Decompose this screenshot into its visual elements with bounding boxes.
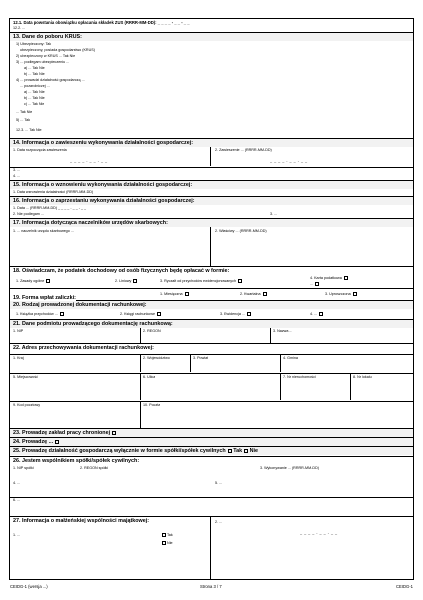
checkbox[interactable]	[46, 279, 50, 283]
s13-line: 1) Ubezpieczony: Tak	[16, 42, 52, 46]
s22-label-9: 9. Kod pocztowy	[13, 403, 41, 407]
s14-label-1: 1. Data rozpoczęcia zawieszenia	[13, 148, 67, 152]
form-frame	[9, 18, 414, 580]
s26-label-6: 6. ...	[13, 498, 21, 502]
checkbox[interactable]	[112, 431, 116, 435]
checkbox[interactable]	[238, 279, 242, 283]
section-20	[10, 301, 413, 320]
section-22	[10, 344, 413, 429]
s22-label-4: 4. Gmina	[283, 356, 298, 360]
checkbox[interactable]	[185, 292, 189, 296]
s13-line: ubezpieczony, posiada gospodarstwo (KRUS)	[20, 48, 95, 52]
section-14	[10, 139, 413, 181]
section-16	[10, 197, 413, 219]
s20-option-1: 1. Książka przychodów ...	[16, 312, 58, 316]
checkbox[interactable]	[315, 282, 319, 286]
s27-date[interactable]: _ _ _ _ - _ _ - _ _	[300, 531, 338, 535]
section-21	[10, 320, 413, 344]
s26-label-5: 5. ...	[215, 481, 223, 485]
s12-line1: 12.1. Data powstania obowiązku opłacania składek ZUS (RRRR-MM-DD): _ _ _ _ - _ _ - _ _	[13, 20, 190, 25]
section-17	[10, 219, 413, 267]
checkbox[interactable]	[162, 533, 166, 537]
s21-label-2: 2. REGON	[143, 329, 161, 333]
section-24-title	[10, 438, 413, 446]
s18-option-4: 4. Karta podatkowa	[310, 276, 342, 280]
section-27-title: 27. Informacja o małżeńskiej wspólności majątkowej:	[10, 517, 413, 525]
checkbox[interactable]	[157, 312, 161, 316]
s25-text: 25. Prowadzę działalność gospodarczą wyłącznie w formie spółki/spółek cywilnych	[13, 448, 226, 454]
checkbox[interactable]	[60, 312, 64, 316]
s23-text: 23. Prowadzę zakład pracy chronionej	[13, 430, 111, 436]
section-19-title: 19. Forma wpłat zaliczki:	[10, 294, 76, 302]
page-footer	[10, 584, 413, 592]
s13-line: b) ... Tak Nie	[24, 96, 45, 100]
checkbox[interactable]	[353, 292, 357, 296]
s12-line2: 12.2. ...	[13, 26, 26, 30]
checkbox[interactable]	[247, 312, 251, 316]
section-13	[10, 33, 413, 139]
s22-label-5: 5. Miejscowość	[13, 375, 39, 379]
s16-label-3: 3. ...	[270, 212, 278, 216]
section-21-title: 21. Dane podmiotu prowadzącego dokumentację rachunkową:	[10, 320, 413, 328]
checkbox[interactable]	[228, 449, 232, 453]
s25-yes-label: Tak	[233, 448, 243, 454]
s17-label-2: 2. Właściwy ... (RRRR-MM-DD)	[215, 229, 267, 233]
section-13-title: 13. Dane do poboru KRUS:	[10, 33, 413, 41]
s18-option-1: 1. Zasady ogólne	[16, 279, 45, 283]
section-17-title: 17. Informacja dotycząca naczelników urzędów skarbowych:	[10, 219, 413, 227]
s15-label-1: 1. Data wznowienia działalności (RRRR-MM-DD)	[13, 190, 94, 194]
checkbox[interactable]	[344, 276, 348, 280]
checkbox[interactable]	[319, 312, 323, 316]
section-18	[10, 267, 413, 289]
footer-right: CEIDG-1	[396, 584, 413, 589]
s22-label-7: 7. Nr nieruchomości	[283, 375, 316, 379]
s13-line: a) ... Tak Nie	[24, 90, 45, 94]
s16-label-1: 1. Data ... (RRRR-MM-DD) _ _ _ _ - _ _ - _ _	[13, 206, 87, 210]
s21-label-3: 3. Nazwa ...	[273, 329, 293, 333]
section-24	[10, 438, 413, 447]
footer-page-number: Strona 3 / 7	[200, 584, 222, 589]
section-18-title: 18. Oświadczam, że podatek dochodowy od osób fizycznych będę opłacać w formie:	[10, 267, 413, 275]
s14-date-2[interactable]: _ _ _ _ - _ _ - _ _	[270, 159, 308, 163]
section-26	[10, 457, 413, 517]
s27-no-label: Nie	[167, 541, 173, 545]
s14-date-1[interactable]: _ _ _ _ - _ _ - _ _	[70, 159, 108, 163]
checkbox[interactable]	[263, 292, 267, 296]
s13-line: 12.3. ... Tak Nie	[16, 128, 42, 132]
section-27	[10, 517, 413, 580]
s18-option-2: 2. Liniowy	[115, 279, 132, 283]
s21-label-1: 1. NIP	[13, 329, 24, 333]
section-23-title	[10, 429, 413, 437]
s27-label-2: 2. ...	[215, 520, 223, 524]
footer-left: CEIDG-1 (wersja ...)	[10, 584, 48, 589]
s20-option-4: 4. ...	[310, 312, 318, 316]
s22-label-1: 1. Kraj	[13, 356, 24, 360]
section-16-title: 16. Informacja o zaprzestaniu wykonywania działalności gospodarczej:	[10, 197, 413, 205]
s14-label-2: 2. Zawieszenie ... (RRRR-MM-DD)	[215, 148, 272, 152]
s26-label-4: 4. ...	[13, 481, 21, 485]
s13-line: 4) ... prowadzi działalność gospodarczą ...	[16, 78, 85, 82]
checkbox[interactable]	[162, 541, 166, 545]
section-15-title: 15. Informacja o wznowieniu wykonywania działalności gospodarczej:	[10, 181, 413, 189]
section-25	[10, 447, 413, 457]
s13-line: 3) ... podlegam ubezpieczeniu ...	[16, 60, 70, 64]
s13-line: ... Tak Nie	[16, 110, 33, 114]
checkbox[interactable]	[133, 279, 137, 283]
section-15	[10, 181, 413, 197]
s13-line: 5) ... Tak	[16, 118, 31, 122]
s24-text: 24. Prowadzę ...	[13, 439, 54, 445]
s17-label-1: 1. ... naczelnik urzędu skarbowego ...	[13, 229, 74, 233]
s16-label-2: 2. Nie podlegam ...	[13, 212, 44, 216]
checkbox[interactable]	[244, 449, 248, 453]
s14-label-4: 4. ...	[13, 174, 21, 178]
section-19	[10, 289, 413, 301]
section-12	[10, 19, 413, 33]
s19-option-1: 1. Miesięczna	[160, 292, 183, 296]
s25-no-label: Nie	[249, 448, 258, 454]
s20-option-2: 2. Księgi rachunkowe	[120, 312, 156, 316]
section-23	[10, 429, 413, 438]
s13-line: ... pozarolniczej ...	[20, 84, 50, 88]
section-25-title	[10, 447, 413, 455]
s13-line: a) ... Tak Nie	[24, 66, 45, 70]
s18-option-3: 3. Ryczałt od przychodów ewidencjonowanych	[160, 279, 237, 283]
s26-label-2: 2. REGON spółki	[80, 466, 109, 470]
s14-label-3: 3. ...	[13, 168, 21, 172]
s20-option-3: 3. Ewidencja ...	[220, 312, 246, 316]
s13-line: 2) ubezpieczony w KRUS ... Tak Nie	[16, 54, 76, 58]
s26-label-3: 3. Wykonywanie ... (RRRR-MM-DD)	[260, 466, 319, 470]
s19-option-3: 3. Uproszczona	[325, 292, 351, 296]
s19-option-2: 2. Kwartalna	[240, 292, 261, 296]
section-22-title: 22. Adres przechowywania dokumentacji rachunkowej:	[10, 344, 413, 352]
s18-option-5: ...	[310, 282, 314, 286]
s22-label-6: 6. Ulica	[143, 375, 156, 379]
s22-label-2: 2. Województwo	[143, 356, 170, 360]
s26-label-1: 1. NIP spółki	[13, 466, 34, 470]
s22-label-3: 3. Powiat	[193, 356, 209, 360]
s22-label-10: 10. Poczta	[143, 403, 161, 407]
section-20-title: 20. Rodzaj prowadzonej dokumentacji rachunkowej:	[10, 301, 413, 309]
section-14-title: 14. Informacja o zawieszeniu wykonywania działalności gospodarczej:	[10, 139, 413, 147]
s13-line: b) ... Tak Nie	[24, 72, 45, 76]
checkbox[interactable]	[55, 440, 59, 444]
s13-line: c) ... Tak Nie	[24, 102, 45, 106]
section-26-title: 26. Jestem wspólnikiem spółki/spółek cywilnych:	[10, 457, 413, 465]
s22-label-8: 8. Nr lokalu	[353, 375, 372, 379]
s27-yes-label: Tak	[166, 533, 173, 537]
s27-label-1: 1. ...	[13, 533, 21, 537]
